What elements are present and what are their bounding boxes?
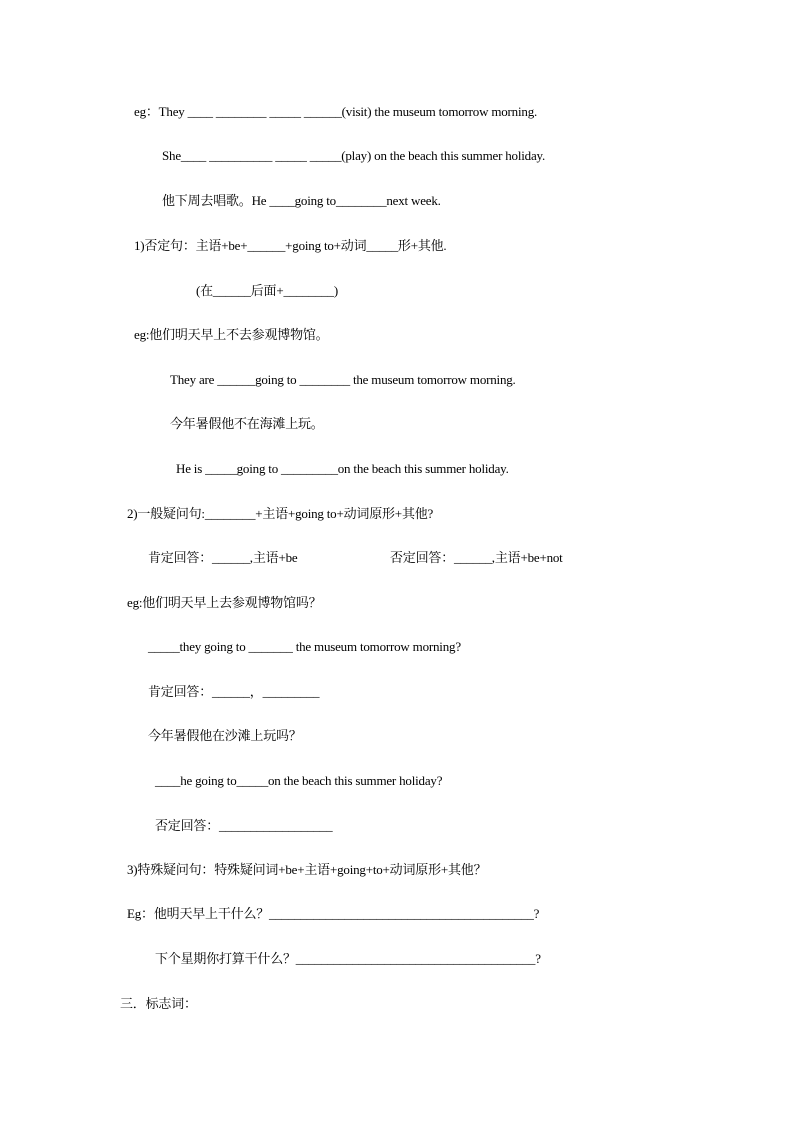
question-example-chinese: eg:他们明天早上去参观博物馆吗？ (127, 595, 322, 610)
negative-example-english: They are ______going to ________ the museum tomorrow morning. (170, 372, 516, 387)
special-question-example2: 下个星期你打算干什么？______________________________________? (155, 951, 541, 966)
special-question-rule: 3)特殊疑问句：特殊疑问词+be+主语+going+to+动词原形+其他？ (127, 862, 487, 877)
negative-example-chinese: eg:他们明天早上不去参观博物馆。 (134, 327, 329, 342)
general-question-rule: 2)一般疑问句:________+主语+going to+动词原形+其他? (127, 506, 434, 521)
example-visit-sentence: eg：They ____ ________ _____ ______(visit) the museum tomorrow morning. (134, 104, 538, 119)
negative-example2-chinese: 今年暑假他不在海滩上玩。 (170, 416, 324, 431)
negative-answer-rule: 否定回答：______,主语+be+not (390, 550, 563, 565)
negative-sentence-rule: 1)否定句：主语+be+______+going to+动词_____形+其他. (134, 238, 447, 253)
affirmative-answer-blank: 肯定回答：______，_________ (148, 684, 320, 699)
negative-example2-english: He is _____going to _________on the beach this summer holiday. (176, 461, 509, 476)
question-example2-chinese: 今年暑假他在沙滩上玩吗？ (148, 728, 302, 743)
question-example2-english: ____he going to_____on the beach this summer holiday? (155, 773, 443, 788)
special-question-example1: Eg：他明天早上干什么？__________________________________________? (127, 906, 540, 921)
negative-answer-blank: 否定回答：__________________ (155, 818, 333, 833)
negative-rule-note: (在______后面+________) (196, 283, 338, 298)
example-sing-sentence: 他下周去唱歌。He ____going to________next week. (162, 193, 441, 208)
affirmative-answer-rule: 肯定回答：______,主语+be (148, 550, 298, 565)
section-heading-signal-words: 三．标志词： (120, 996, 197, 1011)
question-example-english: _____they going to _______ the museum tomorrow morning? (148, 639, 461, 654)
example-play-sentence: She____ __________ _____ _____(play) on the beach this summer holiday. (162, 148, 546, 163)
